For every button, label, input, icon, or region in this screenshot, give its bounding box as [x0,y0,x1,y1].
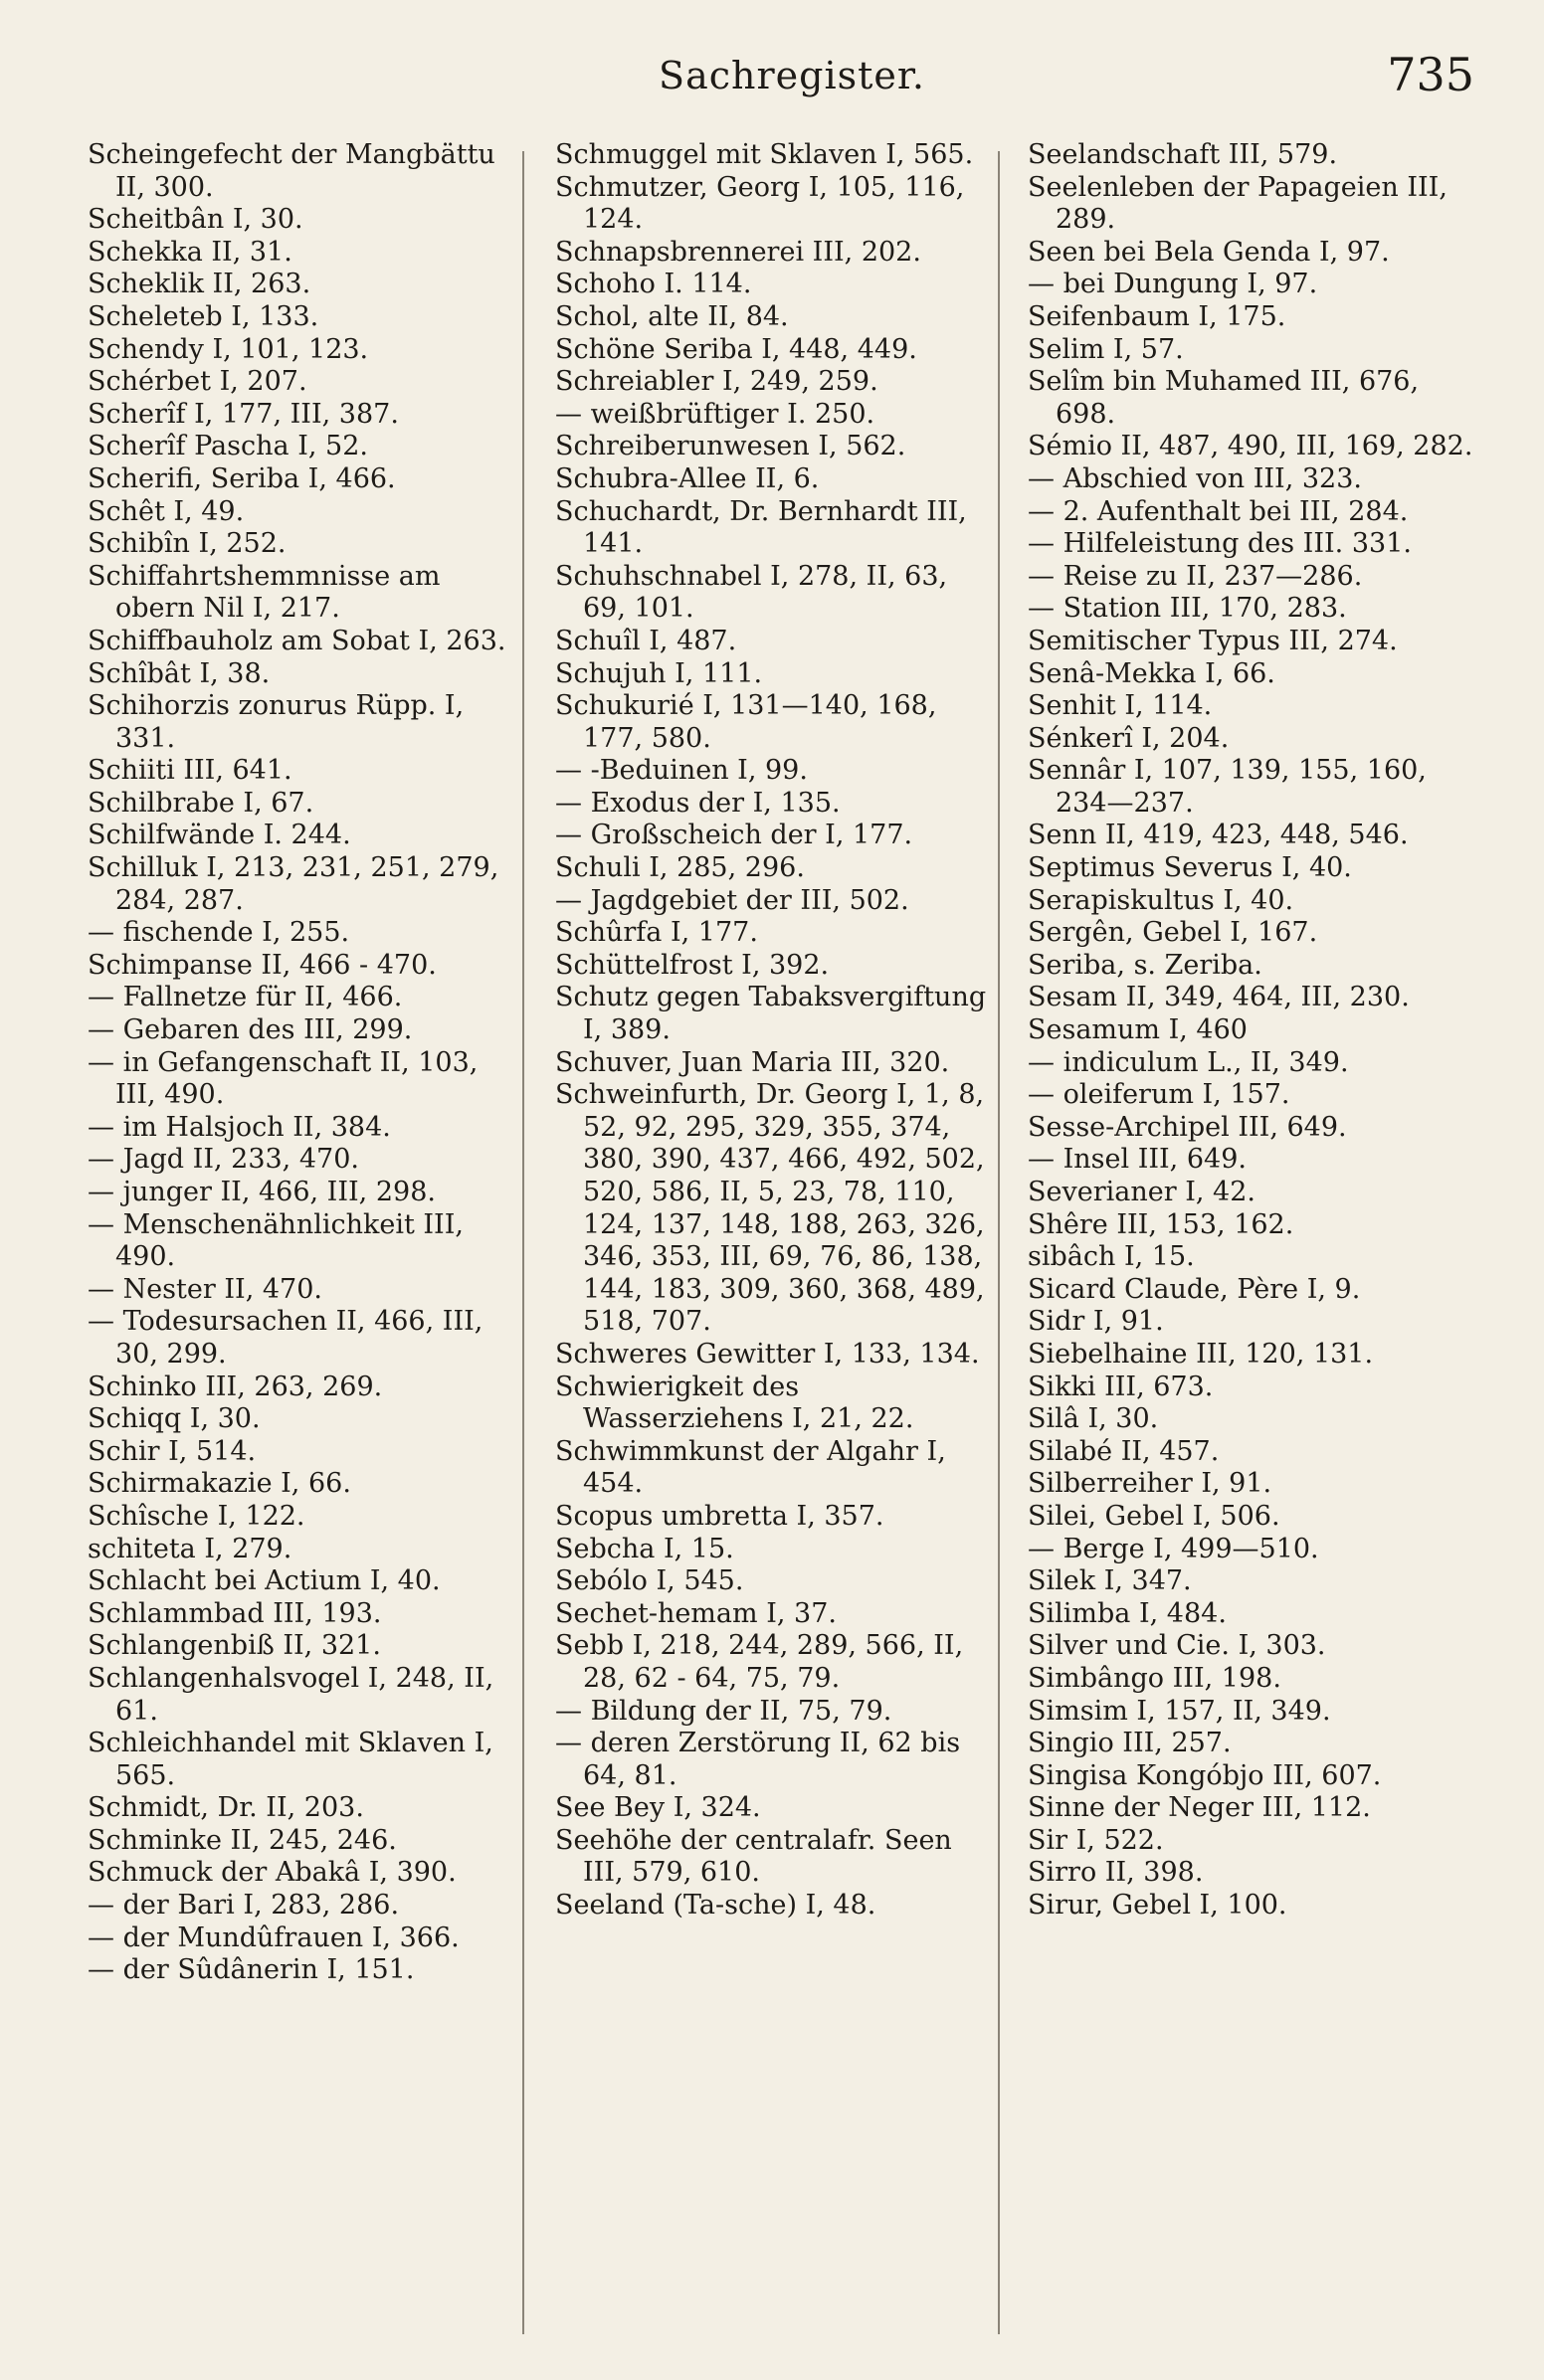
index-entry: Sinne der Neger III, 112. [1028,1792,1371,1824]
index-entry: — 2. Aufenthalt bei III, 284. [1028,495,1409,527]
index-entry: — -Beduinen I, 99. [555,755,808,787]
index-entry: Schlangenbiß II, 321. [88,1630,381,1662]
index-entry: Schuhschnabel I, 278, II, 63, 69, 101. [555,560,948,625]
index-entry: Scherîf I, 177, III, 387. [88,398,399,430]
index-entry: Schol, alte II, 84. [555,300,789,332]
index-entry: Schreiberunwesen I, 562. [555,431,906,462]
index-entry: Schuchardt, Dr. Bernhardt III, 141. [555,495,967,560]
index-entry: Seen bei Bela Genda I, 97. [1028,236,1390,268]
index-entry: — Reise zu II, 237—286. [1028,560,1363,592]
index-entry: Septimus Severus I, 40. [1028,852,1352,884]
page-header [109,40,1474,109]
index-entry: Sicard Claude, Père I, 9. [1028,1273,1361,1305]
index-entry: Sikki III, 673. [1028,1371,1214,1402]
index-entry: Schmuggel mit Sklaven I, 565. [555,139,974,170]
index-entry: Schmidt, Dr. II, 203. [88,1792,364,1824]
index-entry: Singio III, 257. [1028,1728,1232,1759]
column-divider [998,151,1000,2334]
index-entry: Severianer I, 42. [1028,1177,1255,1207]
index-entry: Schuîl I, 487. [555,625,737,656]
index-entry: Simbângo III, 198. [1028,1662,1281,1694]
index-entry: Schibîn I, 252. [88,528,287,560]
index-entry: Silei, Gebel I, 506. [1028,1500,1280,1532]
index-entry: — weißbrüftiger I. 250. [555,398,875,430]
index-entry: Silabé II, 457. [1028,1435,1220,1467]
index-entry: — Todesursachen II, 466, III, 30, 299. [88,1306,483,1370]
index-entry: — junger II, 466, III, 298. [88,1177,436,1207]
index-entry: Sergên, Gebel I, 167. [1028,917,1318,949]
index-entry: — Station III, 170, 283. [1028,593,1347,625]
index-entry: Seifenbaum I, 175. [1028,300,1286,332]
index-entry: — Nester II, 470. [88,1273,322,1305]
index-entry: Sir I, 522. [1028,1824,1164,1856]
index-entry: See Bey I, 324. [555,1792,761,1824]
index-entry: Senn II, 419, 423, 448, 546. [1028,820,1409,851]
index-entry: — der Bari I, 283, 286. [88,1890,400,1922]
index-entry: Sirur, Gebel I, 100. [1028,1890,1287,1922]
index-entry: Scheleteb I, 133. [88,300,319,332]
index-entry: Schuli I, 285, 296. [555,852,805,884]
entry-list [88,139,525,1987]
index-entry: Seelandschaft III, 579. [1028,139,1338,170]
index-entry: Sénkerî I, 204. [1028,722,1230,754]
index-entry: Sebcha I, 15. [555,1533,734,1564]
index-entry: — Exodus der I, 135. [555,787,841,819]
index-entry: Schwimmkunst der Algahr I, 454. [555,1435,946,1500]
index-entry: — der Mundûfrauen I, 366. [88,1922,460,1953]
index-entry: Scherifi, Seriba I, 466. [88,462,396,494]
index-entry: Sebb I, 218, 244, 289, 566, II, 28, 62 - 64, 75, 79. [555,1630,964,1694]
index-entry: — der Sûdânerin I, 151. [88,1954,415,1986]
index-entry: schiteta I, 279. [88,1533,292,1564]
index-entry: Silâ I, 30. [1028,1403,1159,1435]
index-entry: — indiculum L., II, 349. [1028,1046,1349,1078]
index-entry: Schihorzis zonurus Rüpp. I, 331. [88,690,465,754]
index-entry: Schmuck der Abakâ I, 390. [88,1857,457,1889]
index-entry: Scheingefecht der Mangbättu II, 300. [88,139,495,203]
index-entry: Singisa Kongóbjo III, 607. [1028,1759,1382,1791]
index-entry: Seeland (Ta-sche) I, 48. [555,1890,876,1922]
index-entry: Seehöhe der centralafr. Seen III, 579, 610. [555,1824,952,1889]
index-entry: Schlangenhalsvogel I, 248, II, 61. [88,1662,494,1727]
index-entry: Senâ-Mekka I, 66. [1028,657,1275,689]
index-entry: — in Gefangenschaft II, 103, III, 490. [88,1046,479,1111]
index-entry: — Fallnetze für II, 466. [88,982,403,1013]
index-entry: Schweres Gewitter I, 133, 134. [555,1338,980,1370]
index-entry: Schmutzer, Georg I, 105, 116, 124. [555,171,965,236]
index-entry: — bei Dungung I, 97. [1028,269,1318,300]
index-entry: Schîsche I, 122. [88,1500,305,1532]
index-entry: Schinko III, 263, 269. [88,1371,383,1402]
index-entry: Schujuh I, 111. [555,657,763,689]
index-column-1 [88,139,525,2347]
index-entry: Schilluk I, 213, 231, 251, 279, 284, 287. [88,852,499,916]
index-entry: — oleiferum I, 157. [1028,1079,1290,1111]
index-entry: — deren Zerstörung II, 62 bis 64, 81. [555,1728,961,1791]
index-entry: — Großscheich der I, 177. [555,820,913,851]
index-entry: — Bildung der II, 75, 79. [555,1695,892,1727]
index-entry: Sesam II, 349, 464, III, 230. [1028,982,1410,1013]
index-entry: Sennâr I, 107, 139, 155, 160, 234—237. [1028,755,1427,819]
index-entry: Scheitbân I, 30. [88,204,303,236]
index-entry: sibâch I, 15. [1028,1241,1195,1273]
index-entry: Schilbrabe I, 67. [88,787,314,819]
index-entry: Sidr I, 91. [1028,1306,1164,1338]
index-entry: Silberreiher I, 91. [1028,1468,1272,1500]
index-entry: Schweinfurth, Dr. Georg I, 1, 8, 52, 92, 295, 329, 355, 374, 380, 390, 437, 466, 492, 502, 520, 586, II, 5, 23, 78, 110, 124, 137, 148, 188, 263, 326, 346, 353, III, 69, 76, 86, 138, 144, 183, 309, 360, 368, 489, 518, 707. [555,1079,985,1338]
index-entry: Shêre III, 153, 162. [1028,1208,1294,1240]
index-entry: Schnapsbrennerei III, 202. [555,236,921,268]
index-entry: Selîm bin Muhamed III, 676, 698. [1028,366,1420,430]
index-entry: Seriba, s. Zeriba. [1028,949,1262,981]
index-entry: Selim I, 57. [1028,333,1184,365]
index-entry: Schiqq I, 30. [88,1403,261,1435]
index-entry: Schiiti III, 641. [88,755,292,787]
index-entry: Schminke II, 245, 246. [88,1824,397,1856]
index-entry: Seelenleben der Papageien III, 289. [1028,171,1448,236]
index-entry: Sebólo I, 545. [555,1565,744,1597]
index-entry: Silek I, 347. [1028,1565,1192,1597]
index-entry: — im Halsjoch II, 384. [88,1111,391,1143]
index-entry: Sesse-Archipel III, 649. [1028,1111,1347,1143]
index-entry: — Abschied von III, 323. [1028,462,1362,494]
index-entry: Silver und Cie. I, 303. [1028,1630,1326,1662]
index-entry: Simsim I, 157, II, 349. [1028,1695,1331,1727]
entry-list [555,139,993,1922]
index-entry: Schutz gegen Tabaksvergiftung I, 389. [555,982,987,1046]
index-entry: — Berge I, 499—510. [1028,1533,1319,1564]
index-entry: Schérbet I, 207. [88,366,307,398]
index-entry: Schêt I, 49. [88,495,245,527]
index-entry: Serapiskultus I, 40. [1028,884,1294,916]
entry-list [1028,139,1475,1922]
index-entry: Schendy I, 101, 123. [88,333,369,365]
index-entry: — Menschenähnlichkeit III, 490. [88,1208,464,1273]
page-number: 735 [1387,48,1474,101]
index-entry: Scheklik II, 263. [88,269,311,300]
index-entry: Sesamum I, 460 [1028,1014,1248,1046]
index-entry: Schîbât I, 38. [88,657,271,689]
page-title: Sachregister. [659,54,925,97]
index-entry: Sechet-hemam I, 37. [555,1597,837,1629]
index-entry: — Insel III, 649. [1028,1144,1247,1176]
index-column-2 [555,139,993,2347]
index-entry: Schimpanse II, 466 - 470. [88,949,437,981]
index-entry: Semitischer Typus III, 274. [1028,625,1398,656]
index-entry: Scherîf Pascha I, 52. [88,431,368,462]
index-entry: Schir I, 514. [88,1435,257,1467]
index-entry: Schubra-Allee II, 6. [555,462,820,494]
index-entry: Silimba I, 484. [1028,1597,1227,1629]
index-entry: — Jagdgebiet der III, 502. [555,884,909,916]
index-entry: Schiffahrtshemmnisse am obern Nil I, 217. [88,560,441,625]
index-entry: Scopus umbretta I, 357. [555,1500,884,1532]
index-columns [88,139,1484,2347]
index-entry: Sirro II, 398. [1028,1857,1204,1889]
index-entry: Schleichhandel mit Sklaven I, 565. [88,1728,493,1791]
index-entry: — fischende I, 255. [88,917,350,949]
index-entry: Schilfwände I. 244. [88,820,351,851]
index-entry: Schwierigkeit des Wasserziehens I, 21, 22. [555,1371,914,1435]
index-entry: Schüttelfrost I, 392. [555,949,830,981]
index-entry: Schlacht bei Actium I, 40. [88,1565,441,1597]
index-entry: Siebelhaine III, 120, 131. [1028,1338,1374,1370]
index-entry: Schöne Seriba I, 448, 449. [555,333,917,365]
index-entry: Schoho I. 114. [555,269,752,300]
index-entry: Schiffbauholz am Sobat I, 263. [88,625,506,656]
index-entry: Schekka II, 31. [88,236,292,268]
index-entry: Sémio II, 487, 490, III, 169, 282. [1028,431,1473,462]
index-entry: Schuver, Juan Maria III, 320. [555,1046,950,1078]
index-entry: — Jagd II, 233, 470. [88,1144,359,1176]
index-entry: Schukurié I, 131—140, 168, 177, 580. [555,690,937,754]
index-column-3 [1028,139,1475,2347]
index-entry: Schlammbad III, 193. [88,1597,382,1629]
index-entry: Schreiabler I, 249, 259. [555,366,878,398]
index-entry: Schirmakazie I, 66. [88,1468,351,1500]
index-entry: Senhit I, 114. [1028,690,1213,722]
index-entry: — Hilfeleistung des III. 331. [1028,528,1412,560]
index-entry: Schûrfa I, 177. [555,917,758,949]
index-entry: — Gebaren des III, 299. [88,1014,413,1046]
